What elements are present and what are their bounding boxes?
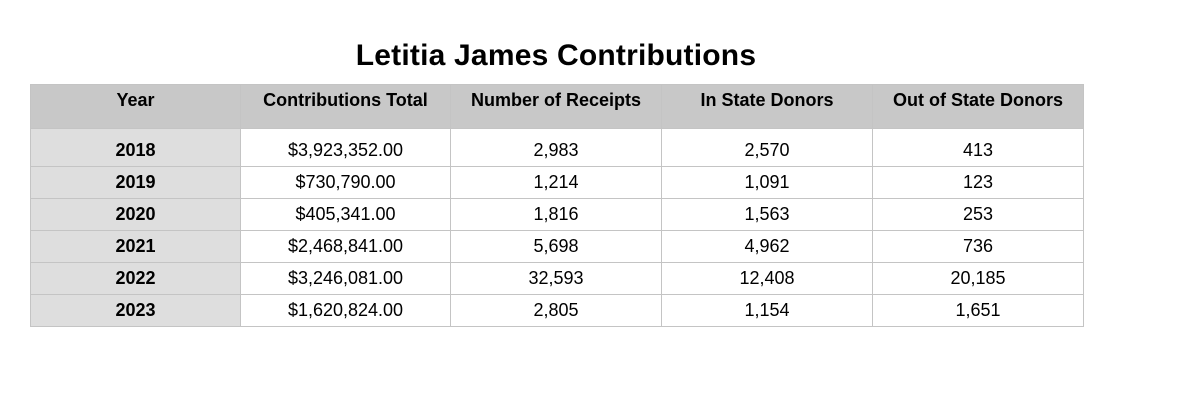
cell-year: 2020 xyxy=(31,199,241,231)
cell-year: 2018 xyxy=(31,129,241,167)
cell-out-of-state-donors: 736 xyxy=(873,231,1084,263)
cell-in-state-donors: 2,570 xyxy=(662,129,873,167)
cell-out-of-state-donors: 123 xyxy=(873,167,1084,199)
cell-contributions-total: $2,468,841.00 xyxy=(241,231,451,263)
cell-number-of-receipts: 2,983 xyxy=(451,129,662,167)
page-title: Letitia James Contributions xyxy=(355,39,757,72)
table-row xyxy=(31,295,1084,327)
cell-number-of-receipts: 5,698 xyxy=(451,231,662,263)
cell-out-of-state-donors: 413 xyxy=(873,129,1084,167)
cell-out-of-state-donors: 253 xyxy=(873,199,1084,231)
cell-year: 2022 xyxy=(31,263,241,295)
cell-year: 2021 xyxy=(31,231,241,263)
cell-year: 2019 xyxy=(31,167,241,199)
cell-out-of-state-donors: 1,651 xyxy=(873,295,1084,327)
cell-in-state-donors: 12,408 xyxy=(662,263,873,295)
header-number-of-receipts: Number of Receipts xyxy=(451,85,662,129)
table-row xyxy=(31,129,1084,167)
table-header-row xyxy=(31,85,1084,129)
cell-in-state-donors: 1,154 xyxy=(662,295,873,327)
cell-in-state-donors: 4,962 xyxy=(662,231,873,263)
cell-out-of-state-donors: 20,185 xyxy=(873,263,1084,295)
table-row xyxy=(31,199,1084,231)
cell-contributions-total: $730,790.00 xyxy=(241,167,451,199)
cell-contributions-total: $3,246,081.00 xyxy=(241,263,451,295)
cell-number-of-receipts: 2,805 xyxy=(451,295,662,327)
cell-year: 2023 xyxy=(31,295,241,327)
table-row xyxy=(31,263,1084,295)
header-in-state-donors: In State Donors xyxy=(662,85,873,129)
table-row xyxy=(31,167,1084,199)
header-year: Year xyxy=(31,85,241,129)
contributions-table xyxy=(30,84,1084,327)
cell-contributions-total: $3,923,352.00 xyxy=(241,129,451,167)
cell-number-of-receipts: 1,816 xyxy=(451,199,662,231)
cell-number-of-receipts: 32,593 xyxy=(451,263,662,295)
cell-contributions-total: $405,341.00 xyxy=(241,199,451,231)
cell-number-of-receipts: 1,214 xyxy=(451,167,662,199)
table-row xyxy=(31,231,1084,263)
header-out-of-state-donors: Out of State Donors xyxy=(873,85,1084,129)
cell-in-state-donors: 1,091 xyxy=(662,167,873,199)
cell-in-state-donors: 1,563 xyxy=(662,199,873,231)
header-contributions-total: Contributions Total xyxy=(241,85,451,129)
cell-contributions-total: $1,620,824.00 xyxy=(241,295,451,327)
